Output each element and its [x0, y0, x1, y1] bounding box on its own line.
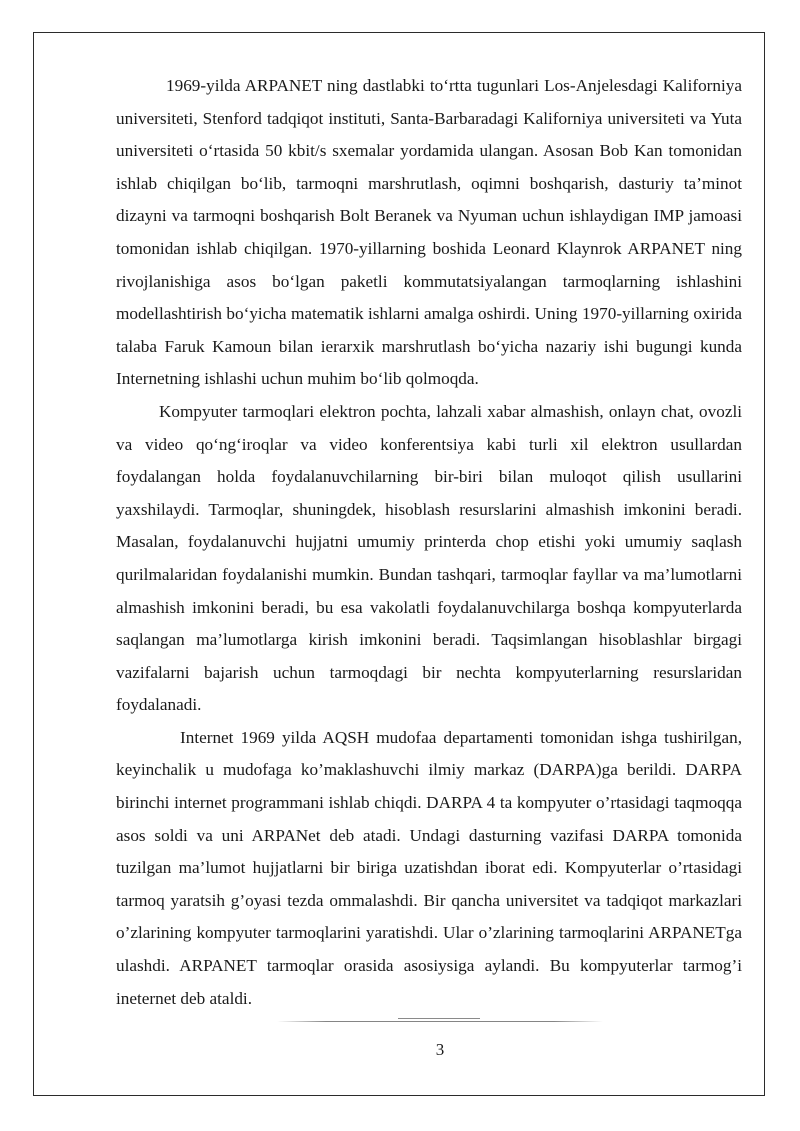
page-number: 3	[435, 1040, 445, 1059]
paragraph-internet-origin: Internet 1969 yilda AQSH mudofaa departamenti tomonidan ishga tushirilgan, keyinchalik u mudofaga ko’maklashuvchi ilmiy markaz (DARPA)ga berildi. DARPA birinchi internet programmani ishlab chiqdi. DARPA 4 ta kompyuter o’rtasidagi taqmoqqa asos soldi va uni ARPANet deb atadi. Undagi dasturning vazifasi DARPA tomonida tuzilgan ma’lumot hujjatlarni bir biriga uzatishdan iborat edi. Kompyuterlar o’rtasidagi tarmoq yaratsih g’oyasi tezda ommalashdi. Bir qancha universitet va tadqiqot markazlari o’zlarining kompyuter tarmoqlarini yaratishdi. Ular o’zlarining tarmoqlarini ARPANETga ulashdi. ARPANET tarmoqlar orasida asosiysiga aylandi. Bu kompyuterlar tarmog’i ineternet deb ataldi.	[116, 727, 742, 1008]
paragraph-computer-networks: Kompyuter tarmoqlari elektron pochta, lahzali xabar almashish, onlayn chat, ovozli va video qo‘ng‘iroqlar va video konferentsiya kabi turli xil elektron usullardan foydalangan holda foydalanuvchilarning bir-biri bilan muloqot qilish usullarini yaxshilaydi. Tarmoqlar, shuningdek, hisoblash resurslarini almashish imkonini beradi. Masalan, foydalanuvchi hujjatni umumiy printerda chop etishi yoki umumiy saqlash qurilmalaridan foydalanishi mumkin. Bundan tashqari, tarmoqlar fayllar va ma’lumotlarni almashish imkonini beradi, bu esa vakolatli foydalanuvchilarga boshqa kompyuterlarda saqlangan ma’lumotlarga kirish imkonini beradi. Taqsimlangan hisoblashlar birgagi vazifalarni bajarish uchun tarmoqdagi bir nechta kompyuterlarning resurslaridan foydalanadi.	[116, 401, 742, 715]
document-body	[116, 70, 742, 1015]
footer-divider	[277, 1021, 603, 1022]
footer-divider-accent	[398, 1018, 480, 1019]
paragraph-arpanet-history: 1969-yilda ARPANET ning dastlabki to‘rtta tugunlari Los-Anjelesdagi Kaliforniya universiteti, Stenford tadqiqot instituti, Santa-Barbaradagi Kaliforniya universiteti va Yuta universiteti o‘rtasida 50 kbit/s sxemalar yordamida ulangan. Asosan Bob Kan tomonidan ishlab chiqilgan bo‘lib, tarmoqni marshrutlash, oqimni boshqarish, dasturiy ta’minot dizayni va tarmoqni boshqarish Bolt Beranek va Nyuman uchun ishlaydigan IMP jamoasi tomonidan ishlab chiqilgan. 1970-yillarning boshida Leonard Klaynrok ARPANET ning rivojlanishiga asos bo‘lgan paketli kommutatsiyalangan tarmoqlarning ishlashini modellashtirish bo‘yicha matematik ishlarni amalga oshirdi. Uning 1970-yillarning oxirida talaba Faruk Kamoun bilan ierarxik marshrutlash bo‘yicha nazariy ishi bugungi kunda Internetning ishlashi uchun muhim bo‘lib qolmoqda.	[116, 76, 742, 389]
